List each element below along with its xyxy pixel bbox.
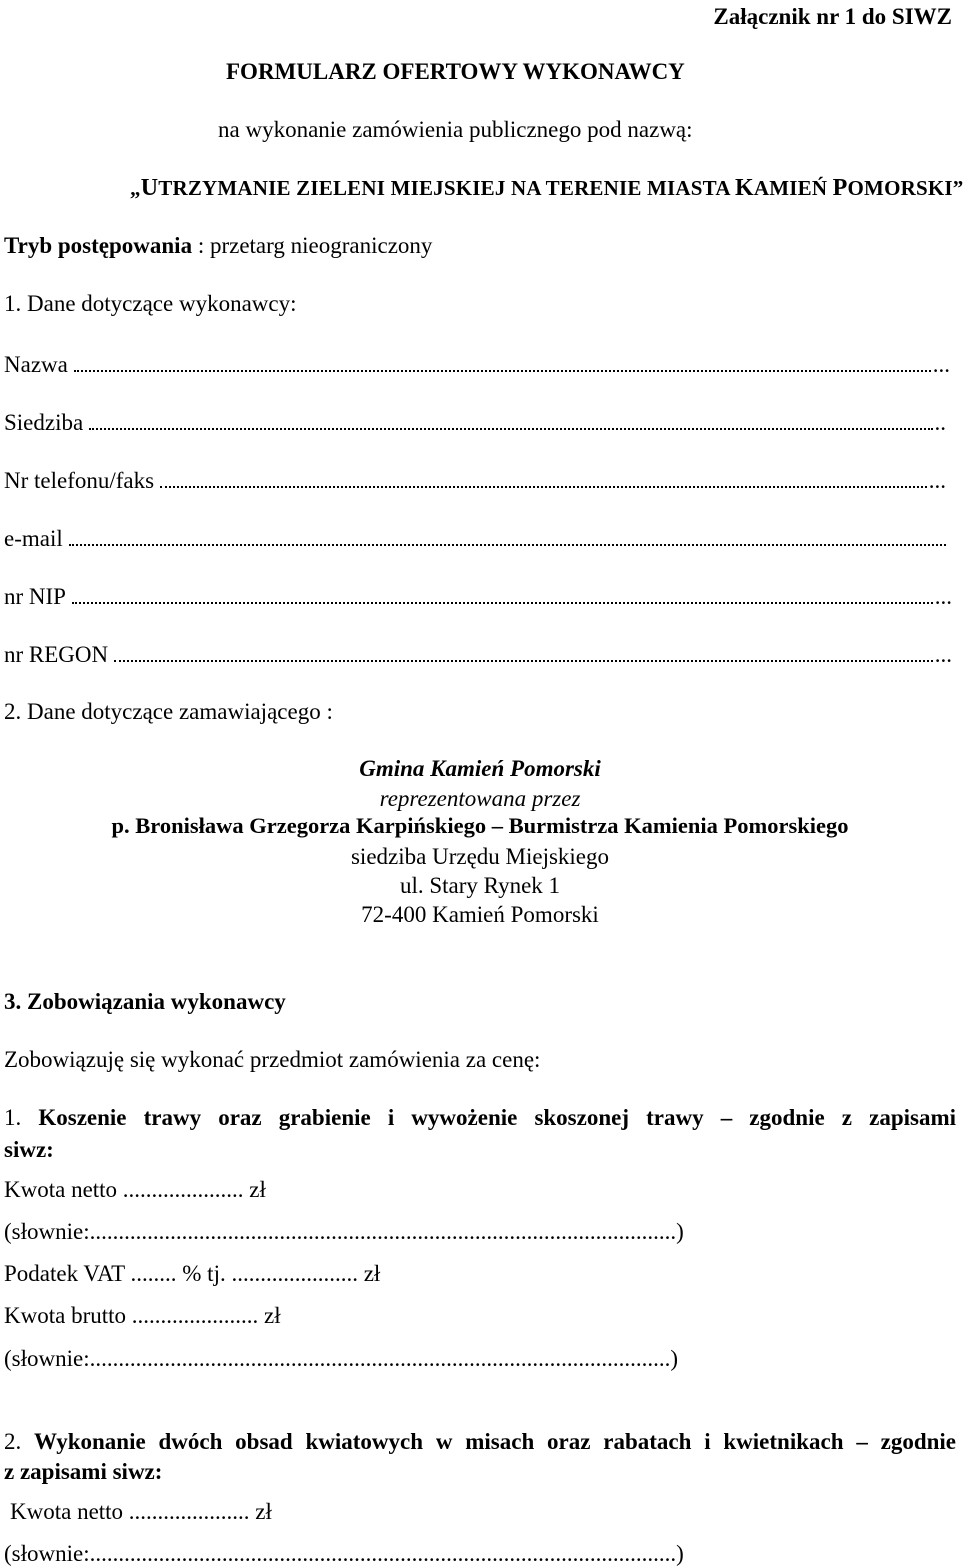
represented-by: reprezentowana przez xyxy=(379,786,581,811)
procedure-label: Tryb postępowania xyxy=(4,233,193,258)
field-regon[interactable]: nr REGON ... xyxy=(4,642,952,667)
quote-open: „ xyxy=(130,176,141,200)
item2-title-cont: z zapisami siwz: xyxy=(4,1459,163,1484)
section2-heading: 2. Dane dotyczące zamawiającego : xyxy=(4,699,333,724)
item1-gross-in-words[interactable]: (słownie:.....................................................................................................) xyxy=(4,1346,679,1371)
field-nazwa[interactable]: Nazwa ... xyxy=(4,352,950,377)
item1-number: 1. xyxy=(4,1105,22,1130)
field-telefon[interactable]: Nr telefonu/faks ... xyxy=(4,468,946,493)
street-address: ul. Stary Rynek 1 xyxy=(399,873,561,898)
fill-line xyxy=(69,540,946,546)
procedure-value: : przetarg nieograniczony xyxy=(192,233,433,258)
item1-gross-amount[interactable]: Kwota brutto ...................... zł xyxy=(4,1303,281,1328)
item1-net-amount[interactable]: Kwota netto ..................... zł xyxy=(4,1177,266,1202)
contracting-entity: Gmina Kamień Pomorski xyxy=(359,756,601,781)
field-nip[interactable]: nr NIP ... xyxy=(4,584,952,609)
item2-title: 2. Wykonanie dwóch obsad kwiatowych w misach oraz rabatach i kwietnikach – zgodnie xyxy=(4,1429,956,1454)
field-label: Siedziba xyxy=(4,410,84,435)
field-email[interactable] xyxy=(4,520,948,550)
field-label: nr REGON xyxy=(4,642,109,667)
procedure-line xyxy=(4,234,432,257)
fill-line xyxy=(74,366,931,372)
item2-net-amount[interactable]: Kwota netto ..................... zł xyxy=(10,1499,272,1524)
fill-line xyxy=(160,482,927,488)
seat: siedziba Urzędu Miejskiego xyxy=(350,844,610,869)
item2-number: 2. xyxy=(4,1429,22,1454)
item1-title: 1. Koszenie trawy oraz grabienie i wywożenie skoszonej trawy – zgodnie z zapisami xyxy=(4,1105,956,1130)
section1-heading: 1. Dane dotyczące wykonawcy: xyxy=(4,291,297,316)
field-label: e-mail xyxy=(4,526,63,551)
city-address: 72-400 Kamień Pomorski xyxy=(361,902,599,927)
form-title: FORMULARZ OFERTOWY WYKONAWCY xyxy=(226,59,685,84)
field-label: nr NIP xyxy=(4,584,66,609)
project-title: „UTRZYMANIE ZIELENI MIEJSKIEJ NA TERENIE MIASTA KAMIEŃ POMORSKI” xyxy=(130,175,963,201)
subtitle: na wykonanie zamówienia publicznego pod nazwą: xyxy=(218,117,693,142)
item1-title-cont: siwz: xyxy=(4,1137,54,1162)
section3-heading: 3. Zobowiązania wykonawcy xyxy=(4,989,286,1014)
item1-vat[interactable]: Podatek VAT ........ % tj. ...................... zł xyxy=(4,1261,381,1286)
item1-net-in-words[interactable]: (słownie:......................................................................................................) xyxy=(4,1219,684,1244)
annex-label: Załącznik nr 1 do SIWZ xyxy=(713,4,952,29)
section3-intro: Zobowiązuję się wykonać przedmiot zamówienia za cenę: xyxy=(4,1047,541,1072)
fill-line xyxy=(89,424,932,430)
representative: p. Bronisława Grzegorza Karpińskiego – Burmistrza Kamienia Pomorskiego xyxy=(111,813,849,838)
fill-line xyxy=(114,656,933,662)
quote-close: ” xyxy=(952,176,963,200)
field-siedziba[interactable]: Siedziba .. xyxy=(4,410,946,435)
field-label: Nr telefonu/faks xyxy=(4,468,155,493)
fill-line xyxy=(72,598,933,604)
item2-net-in-words[interactable]: (słownie:......................................................................................................) xyxy=(4,1541,684,1566)
field-label: Nazwa xyxy=(4,352,68,377)
